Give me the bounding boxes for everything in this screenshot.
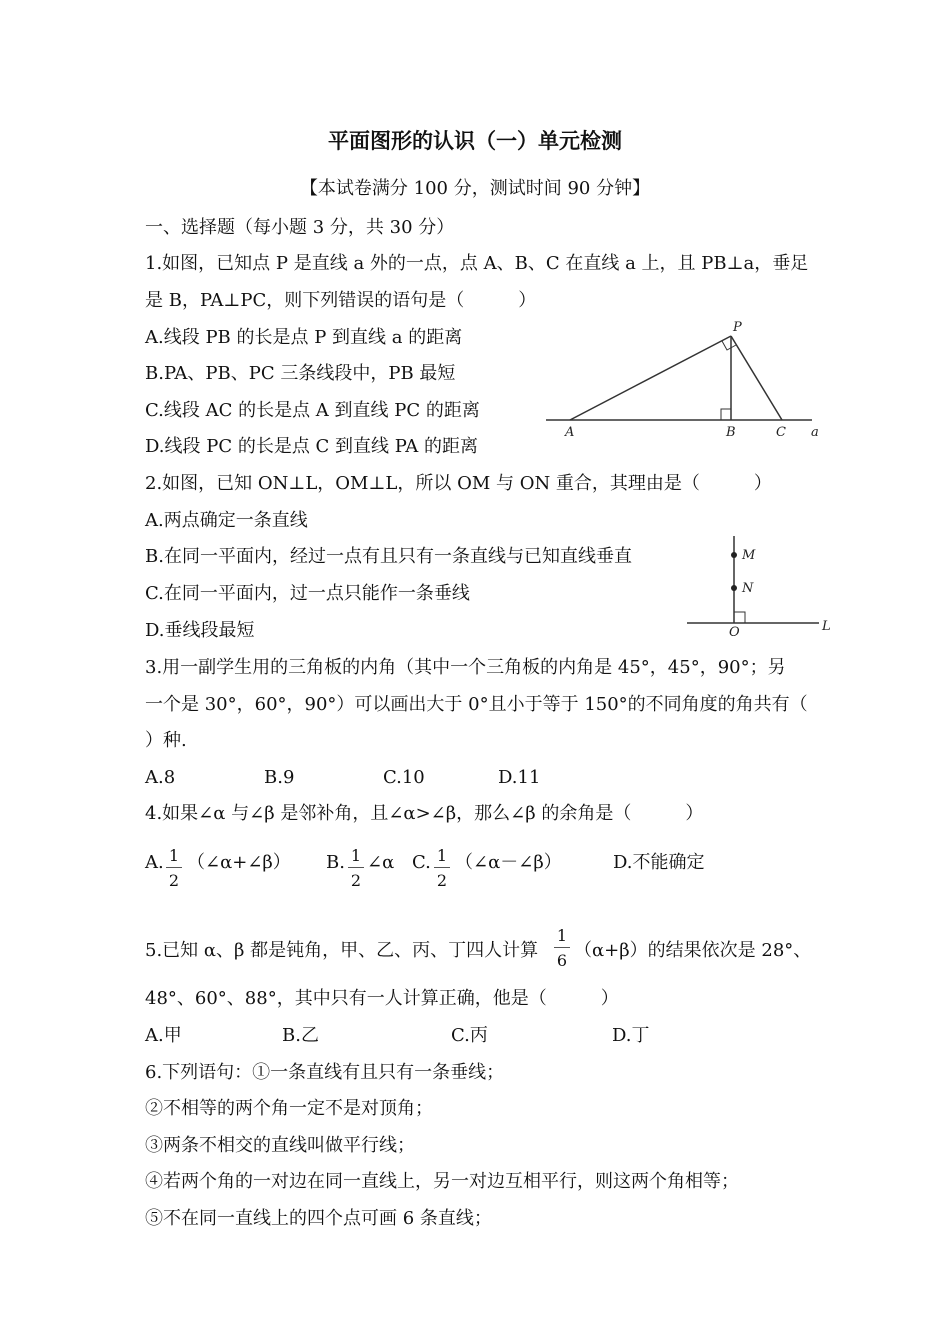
q3-stem-line1: 3.用一副学生用的三角板的内角（其中一个三角板的内角是 45°，45°，90°；另 — [145, 657, 786, 678]
exam-subtitle: 【本试卷满分 100 分，测试时间 90 分钟】 — [299, 178, 651, 199]
q5-option-d: D.丁 — [612, 1025, 650, 1046]
q6-line2: ②不相等的两个角一定不是对顶角； — [145, 1098, 433, 1119]
label-n: N — [742, 581, 754, 596]
q3-option-c: C.10 — [383, 767, 425, 788]
label-a: A — [565, 425, 575, 440]
q2-option-a: A.两点确定一条直线 — [145, 510, 308, 531]
q1-option-c: C.线段 AC 的长是点 A 到直线 PC 的距离 — [145, 400, 480, 421]
q4-option-b-prefix: B. — [326, 852, 345, 873]
label-m: M — [742, 548, 756, 563]
q1-stem-line2: 是 B，PA⊥PC，则下列错误的语句是（ ） — [145, 290, 537, 311]
q4-option-b-expr: ∠α — [367, 852, 395, 873]
q5-stem-after: （α+β）的结果依次是 28°、 — [574, 940, 812, 961]
q6-line3: ③两条不相交的直线叫做平行线； — [145, 1135, 415, 1156]
segment-pc — [731, 336, 782, 420]
fraction-denominator: 2 — [168, 871, 180, 890]
label-b: B — [726, 425, 736, 440]
fraction-numerator: 1 — [434, 848, 450, 868]
point-m — [731, 552, 737, 558]
fraction-denominator: 2 — [350, 871, 362, 890]
q4-option-c-fraction — [434, 848, 450, 889]
q4-option-c-expr: （∠α－∠β） — [455, 852, 562, 873]
q4-option-a-prefix: A. — [145, 852, 164, 873]
label-p: P — [733, 320, 742, 335]
q3-option-a: A.8 — [145, 767, 176, 788]
q6-line4: ④若两个角的一对边在同一直线上，另一对边互相平行，则这两个角相等； — [145, 1171, 739, 1192]
q5-option-b: B.乙 — [282, 1025, 319, 1046]
q1-option-a: A.线段 PB 的长是点 P 到直线 a 的距离 — [145, 327, 463, 348]
q2-option-b: B.在同一平面内，经过一点有且只有一条直线与已知直线垂直 — [145, 546, 632, 567]
label-o: O — [729, 625, 740, 640]
q4-stem: 4.如果∠α 与∠β 是邻补角，且∠α>∠β，那么∠β 的余角是（ ） — [145, 803, 704, 824]
q3-stem-line2: 一个是 30°，60°，90°）可以画出大于 0°且小于等于 150°的不同角度的角共有（ — [145, 694, 808, 715]
page-title: 平面图形的认识（一）单元检测 — [328, 129, 622, 153]
q2-option-c: C.在同一平面内，过一点只能作一条垂线 — [145, 583, 470, 604]
q5-option-a: A.甲 — [145, 1025, 182, 1046]
point-n — [731, 585, 737, 591]
q5-stem-before: 5.已知 α、β 都是钝角，甲、乙、丙、丁四人计算 — [145, 940, 539, 961]
q2-option-d: D.垂线段最短 — [145, 620, 255, 641]
label-l: L — [822, 619, 831, 634]
right-angle-mark-p — [722, 341, 736, 350]
q4-option-a-fraction — [166, 848, 182, 889]
q4-option-d: D.不能确定 — [613, 852, 705, 873]
q2-stem: 2.如图，已知 ON⊥L，OM⊥L，所以 OM 与 ON 重合，其理由是（ ） — [145, 473, 772, 494]
q6-line5: ⑤不在同一直线上的四个点可画 6 条直线； — [145, 1208, 492, 1229]
fraction-denominator: 2 — [436, 871, 448, 890]
q4-option-a-expr: （∠α+∠β） — [187, 852, 291, 873]
q5-stem-line2: 48°、60°、88°，其中只有一人计算正确，他是（ ） — [145, 988, 619, 1009]
fraction-numerator: 1 — [166, 848, 182, 868]
q1-option-d: D.线段 PC 的长是点 C 到直线 PA 的距离 — [145, 436, 478, 457]
q5-fraction — [554, 928, 570, 969]
q3-stem-line3: ）种. — [145, 730, 187, 751]
fraction-denominator: 6 — [556, 951, 568, 970]
label-line-a: a — [811, 425, 819, 440]
q6-line1: 6.下列语句：①一条直线有且只有一条垂线； — [145, 1062, 505, 1083]
q1-stem-line1: 1.如图，已知点 P 是直线 a 外的一点，点 A、B、C 在直线 a 上，且 PB⊥a，垂足 — [145, 253, 809, 274]
label-c: C — [776, 425, 786, 440]
section-heading: 一、选择题（每小题 3 分，共 30 分） — [145, 217, 455, 238]
q3-option-d: D.11 — [498, 767, 541, 788]
segment-pa — [570, 336, 731, 420]
fraction-numerator: 1 — [554, 928, 570, 948]
q3-option-b: B.9 — [264, 767, 295, 788]
q5-option-c: C.丙 — [451, 1025, 488, 1046]
q2-figure — [683, 528, 833, 640]
q1-figure — [540, 318, 840, 443]
q1-option-b: B.PA、PB、PC 三条线段中，PB 最短 — [145, 363, 456, 384]
q4-option-c-prefix: C. — [412, 852, 431, 873]
q4-option-b-fraction — [348, 848, 364, 889]
right-angle-mark-b — [721, 409, 731, 420]
right-angle-mark-o — [734, 612, 745, 623]
fraction-numerator: 1 — [348, 848, 364, 868]
